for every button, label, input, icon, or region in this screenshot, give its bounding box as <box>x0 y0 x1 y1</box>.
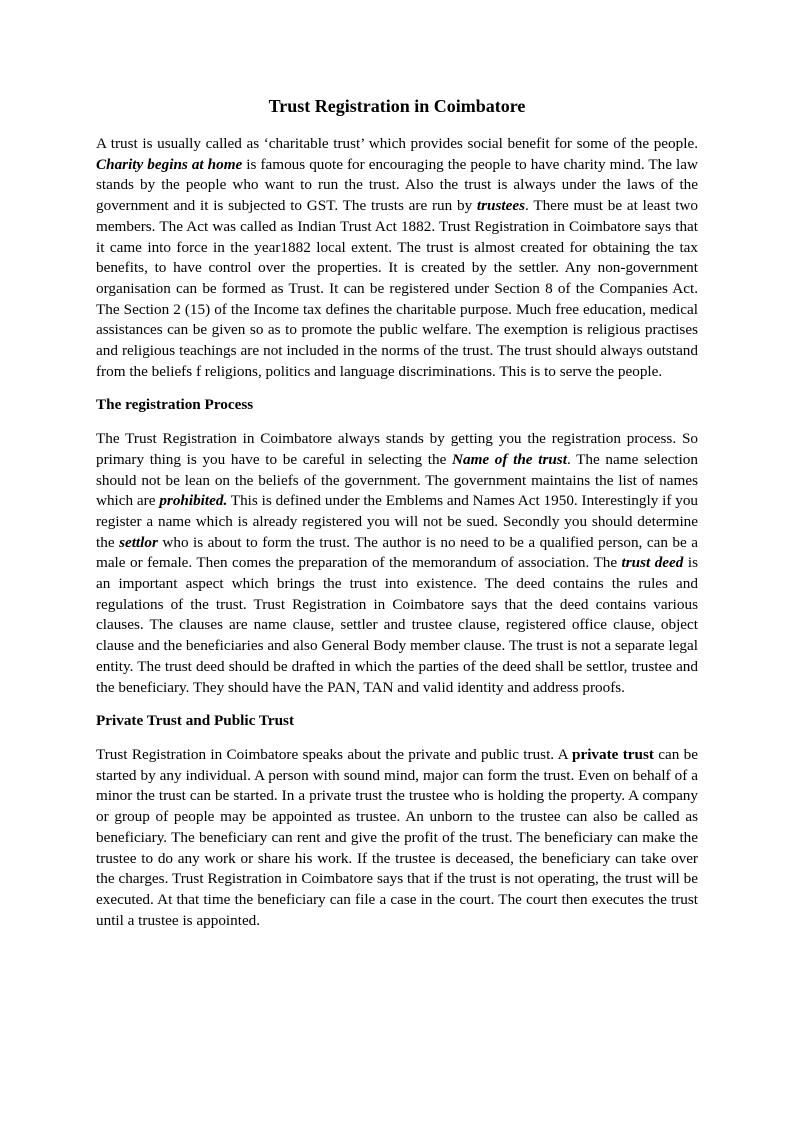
document-body <box>96 134 698 931</box>
text-run-emphasis: Name of the trust <box>452 450 567 468</box>
text-run-emphasis: trustees <box>476 197 526 215</box>
text-run-emphasis: Charity begins at home <box>96 155 243 173</box>
text-run: who is about to form the trust. The author is no need to be a qualified person, can be a male or female. Then comes the preparation of the memorandum of association. The <box>96 533 698 572</box>
document-title: Trust Registration in Coimbatore <box>268 96 526 116</box>
text-run: The Trust Registration in Coimbatore always stands by getting you the registration process. So primary thing is you have to be careful in selecting the <box>96 430 698 468</box>
text-run-emphasis: trust deed <box>621 554 684 572</box>
text-run: is famous quote for encouraging the people to have charity mind. The law stands by the people who want to run the trust. Also the trust is always under the laws of the government and it is subjected to GST. The trusts are run by <box>96 155 698 215</box>
paragraph <box>96 429 698 698</box>
text-run: can be started by any individual. A person with sound mind, major can form the trust. Even on behalf of a minor the trust can be started. In a private trust the trustee who is holding the property. A company or group of people may be appointed as trustee. An unborn to the trustee can also be called as beneficiary. The beneficiary can rent and give the profit of the trust. The beneficiary can make the trustee to do any work or share his work. If the trustee is deceased, the beneficiary can take over the charges. Trust Registration in Coimbatore says that if the trust is not operating, the trust will be executed. At that time the beneficiary can file a case in the court. The court then executes the trust until a trustee is appointed. <box>96 745 698 929</box>
paragraph <box>96 745 698 931</box>
text-run: Trust Registration in Coimbatore speaks about the private and public trust. A <box>96 745 573 763</box>
paragraph <box>96 134 698 382</box>
section-heading: The registration Process <box>96 396 254 414</box>
section-heading: Private Trust and Public Trust <box>96 712 295 730</box>
text-run-emphasis: prohibited. <box>159 492 228 510</box>
text-run: is an important aspect which brings the trust into existence. The deed contains the rules and regulations of the trust. Trust Registration in Coimbatore says that the deed contains various clauses. The clauses are name clause, settler and trustee clause, registered office clause, object clause and the beneficiaries and also General Body member clause. The trust is not a separate legal entity. The trust deed should be drafted in which the parties of the deed shall be settlor, trustee and the beneficiary. They should have the PAN, TAN and valid identity and address proofs. <box>96 554 698 696</box>
text-run-emphasis: private trust <box>572 745 654 763</box>
text-run: This is defined under the Emblems and Names Act 1950. Interestingly if you register a name which is already registered you will not be sued. Secondly you should determine the <box>96 492 699 551</box>
text-run: . The name selection should not be lean on the beliefs of the government. The government maintains the list of names which are <box>96 450 698 510</box>
text-run: . There must be at least two members. The Act was called as Indian Trust Act 1882. Trust Registration in Coimbatore says that it came into force in the year1882 local extent. The trust is almost created for obtaining the tax benefits, to have control over the properties. It is created by the settler. Any non-government organisation can be formed as Trust. It can be registered under Section 8 of the Companies Act. The Section 2 (15) of the Income tax defines the charitable purpose. Much free education, medical assistances can be given so as to promote the public welfare. The exemption is religious practises and religious teachings are not included in the norms of the trust. The trust should always outstand from the beliefs f religions, politics and language discriminations. This is to serve the people. <box>96 197 698 380</box>
text-run-emphasis: settlor <box>119 533 158 551</box>
text-run: A trust is usually called as ‘charitable trust’ which provides social benefit for some of the people. <box>96 135 698 152</box>
